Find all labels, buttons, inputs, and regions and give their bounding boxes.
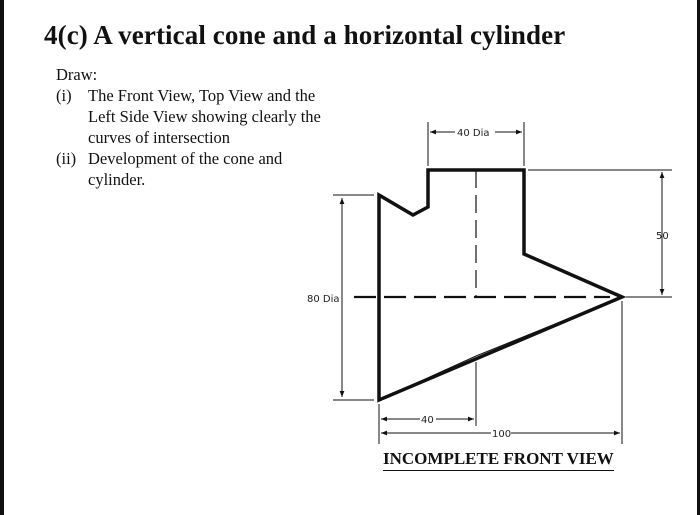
dim-label-40-dia: 40 Dia: [457, 128, 490, 139]
task-item-text: Development of the cone and cylinder.: [88, 149, 283, 189]
task-item-number: (ii): [56, 149, 77, 168]
dim-label-100: 100: [492, 429, 512, 440]
dim-label-80-dia: 80 Dia: [307, 294, 340, 305]
task-item-number: (i): [56, 86, 72, 105]
task-heading: Draw:: [56, 65, 98, 84]
cone-cylinder-outline: [379, 170, 622, 400]
dim-label-50: 50: [656, 231, 669, 242]
question-title: 4(c) A vertical cone and a horizontal cylinder: [44, 20, 566, 50]
task-item-text: The Front View, Top View and the Left Side View showing clearly the curves of intersection: [88, 86, 321, 147]
construction-line: [379, 356, 476, 400]
dim-label-40: 40: [421, 415, 434, 426]
drawing-caption: INCOMPLETE FRONT VIEW: [383, 449, 614, 471]
construction-line: [476, 297, 622, 356]
